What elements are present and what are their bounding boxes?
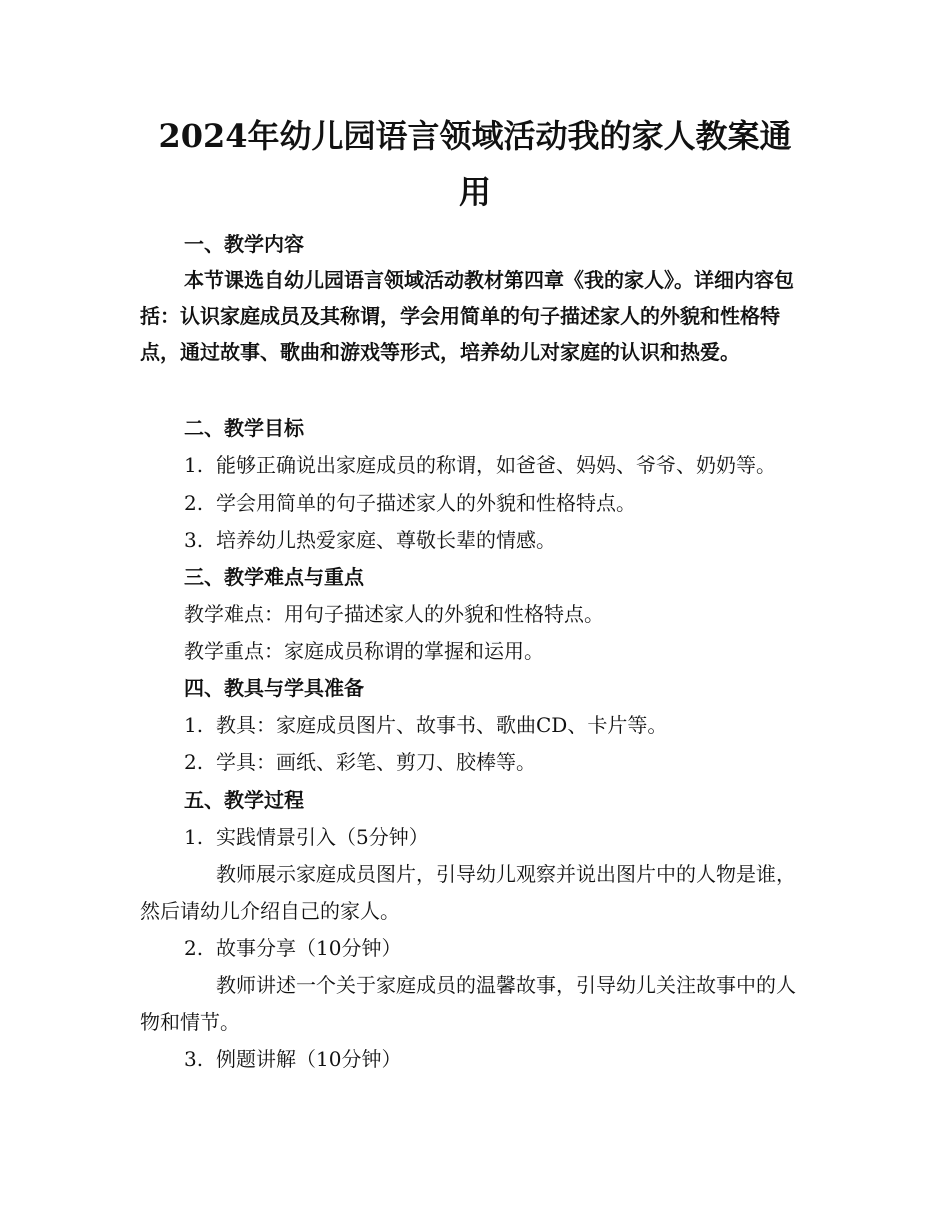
section-heading-difficulty: 三、教学难点与重点 [184, 565, 364, 589]
step-description [140, 856, 805, 930]
step-description [140, 967, 805, 1041]
material-item [184, 747, 536, 777]
step-title: 例题讲解（10分钟） [216, 1047, 402, 1071]
list-number: 1. [184, 453, 204, 477]
list-number: 3. [184, 528, 204, 552]
list-number: 1. [184, 825, 204, 849]
document-title [120, 108, 830, 220]
section-heading-process: 五、教学过程 [184, 788, 304, 812]
step-title: 实践情景引入（5分钟） [216, 825, 429, 849]
title-line-1: 2024年幼儿园语言领域活动我的家人教案通 [158, 117, 792, 155]
list-number: 1. [184, 713, 204, 737]
objective-text: 能够正确说出家庭成员的称谓，如爸爸、妈妈、爷爷、奶奶等。 [216, 453, 776, 477]
section-content-paragraph [140, 262, 800, 370]
objective-text: 培养幼儿热爱家庭、尊敬长辈的情感。 [216, 528, 556, 552]
section-heading-objectives: 二、教学目标 [184, 416, 304, 440]
key-point-text: 教学重点：家庭成员称谓的掌握和运用。 [184, 639, 544, 663]
list-number: 2. [184, 750, 204, 774]
list-number: 2. [184, 491, 204, 515]
section-heading-materials: 四、教具与学具准备 [184, 676, 364, 700]
list-number: 2. [184, 936, 204, 960]
process-step [184, 933, 401, 963]
process-step [184, 822, 429, 852]
list-number: 3. [184, 1047, 204, 1071]
material-text: 教具：家庭成员图片、故事书、歌曲CD、卡片等。 [216, 713, 668, 737]
objective-item [184, 488, 636, 518]
section-heading-content: 一、教学内容 [184, 232, 304, 256]
material-item [184, 710, 667, 740]
process-step [184, 1044, 401, 1074]
content-paragraph-text: 本节课选自幼儿园语言领域活动教材第四章《我的家人》。详细内容包括：认识家庭成员及其称谓，学会用简单的句子描述家人的外貌和性格特点，通过故事、歌曲和游戏等形式，培养幼儿对家庭的认识和热爱。 [140, 268, 794, 364]
step-description-text: 教师展示家庭成员图片，引导幼儿观察并说出图片中的人物是谁，然后请幼儿介绍自己的家人。 [140, 862, 796, 923]
step-description-text: 教师讲述一个关于家庭成员的温馨故事，引导幼儿关注故事中的人物和情节。 [140, 973, 796, 1034]
material-text: 学具：画纸、彩笔、剪刀、胶棒等。 [216, 750, 536, 774]
title-line-2: 用 [458, 173, 491, 211]
step-title: 故事分享（10分钟） [216, 936, 402, 960]
objective-text: 学会用简单的句子描述家人的外貌和性格特点。 [216, 491, 636, 515]
objective-item [184, 450, 776, 480]
objective-item [184, 525, 556, 555]
difficulty-text: 教学难点：用句子描述家人的外貌和性格特点。 [184, 602, 604, 626]
